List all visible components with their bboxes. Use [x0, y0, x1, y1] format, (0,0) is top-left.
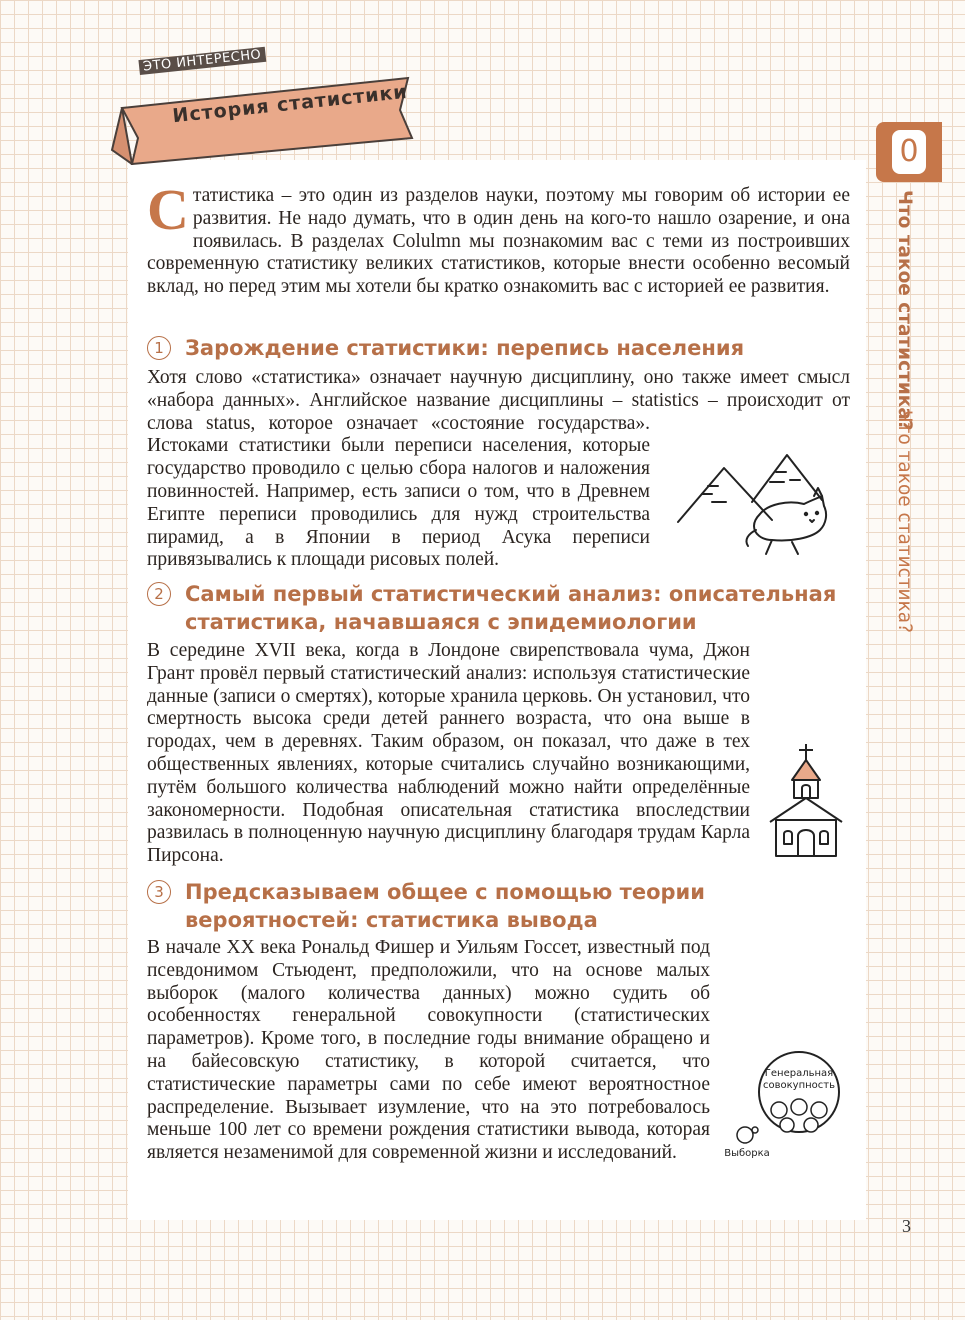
section-heading-2 [147, 580, 850, 636]
section-heading-text-3: Предсказываем общее с помощью теории вероятностей: статистика вывода [185, 880, 705, 932]
sample-label: Выборка [724, 1148, 770, 1159]
population-label-1: Генеральная [764, 1068, 834, 1079]
section-heading-text-1: Зарождение статистики: перепись населения [185, 336, 745, 360]
chapter-number: 0 [892, 130, 926, 174]
intro-paragraph [147, 177, 850, 299]
banner-title: История статистики [171, 80, 409, 128]
population-circle [759, 1052, 839, 1132]
section-text-1: Хотя слово «статистика» означает научную дисциплину, оно также имеет смысл «набора данных». Английское название дисциплины – statistics – происходит от слова status, которое означает «состояние государства». Истоками статистики были переписи населения, которые государство проводило с целью сбора налогов и наложения повинностей. Например, есть записи о том, что в Древнем Египте переписи проводились для нужд строительства пирамид, а в Японии в период Асука переписи привязывались к площади рисовых полей. [147, 367, 850, 571]
page-number: 3 [902, 1216, 911, 1236]
chapter-title-light: Что такое статистика? [894, 410, 915, 633]
section-text-2: В середине XVII века, когда в Лондоне свирепствовала чума, Джон Грант провёл первый статистический анализ: используя статистические данные (записи о смертях), которые хранила церковь. Он установил, что смертность высока среди детей раннего возраста, что она выше в городах, чем в деревнях. Таким образом, он показал, что даже в тех общественных явлениях, которые считались случайно возникающими, путём большого количества наблюдений можно найти определённые закономерности. Подобная описательная статистика впоследствии развилась в полноценную научную дисциплину благодаря трудам Карла Пирсона. [147, 640, 750, 867]
sample-circle [737, 1127, 753, 1143]
chapter-title-bold: Что такое статистика? [894, 190, 915, 431]
church-illustration [766, 740, 850, 860]
banner-label: ЭТО ИНТЕРЕСНО [138, 47, 266, 75]
pyramids-cat-illustration [672, 450, 852, 575]
section-heading-1 [147, 334, 850, 362]
dropcap: С [147, 177, 189, 242]
section-heading-text-2: Самый первый статистический анализ: описательная статистика, начавшаяся с эпидемиологии [185, 582, 837, 634]
population-label-2: совокупность [763, 1080, 835, 1091]
section-heading-3 [147, 878, 850, 934]
section-number-3: 3 [147, 880, 171, 904]
population-sample-diagram [715, 1050, 855, 1160]
section-number-1: 1 [147, 336, 171, 360]
section-number-2: 2 [147, 582, 171, 606]
intro-text: татистика – это один из разделов науки, поэтому мы говорим об истории ее развития. Не надо думать, что в один день на кого-то нашло озарение, и она появилась. В разделах Colulmn мы познакомим вас с теми из построивших современную статистику великих статистиков, которые внести особенно весомый вклад, но перед этим мы хотели бы кратко ознакомить вас с историей ее развития. [147, 185, 850, 298]
section-text-3: В начале XX века Рональд Фишер и Уильям Госсет, известный под псевдонимом Стьюдент, предположили, что на основе малых выборок (малого количества данных) можно судить об особенностях генеральной совокупности (статистических параметров). Кроме того, в последние годы внимание обращено и на байесовскую статистику, в которой считается, что статистические параметры сами по себе имеют вероятностное распределение. Вызывает изумление, что на это потребовалось меньше 100 лет со времени рождения статистики вывода, которая является незаменимой для современной жизни и исследований. [147, 937, 710, 1164]
